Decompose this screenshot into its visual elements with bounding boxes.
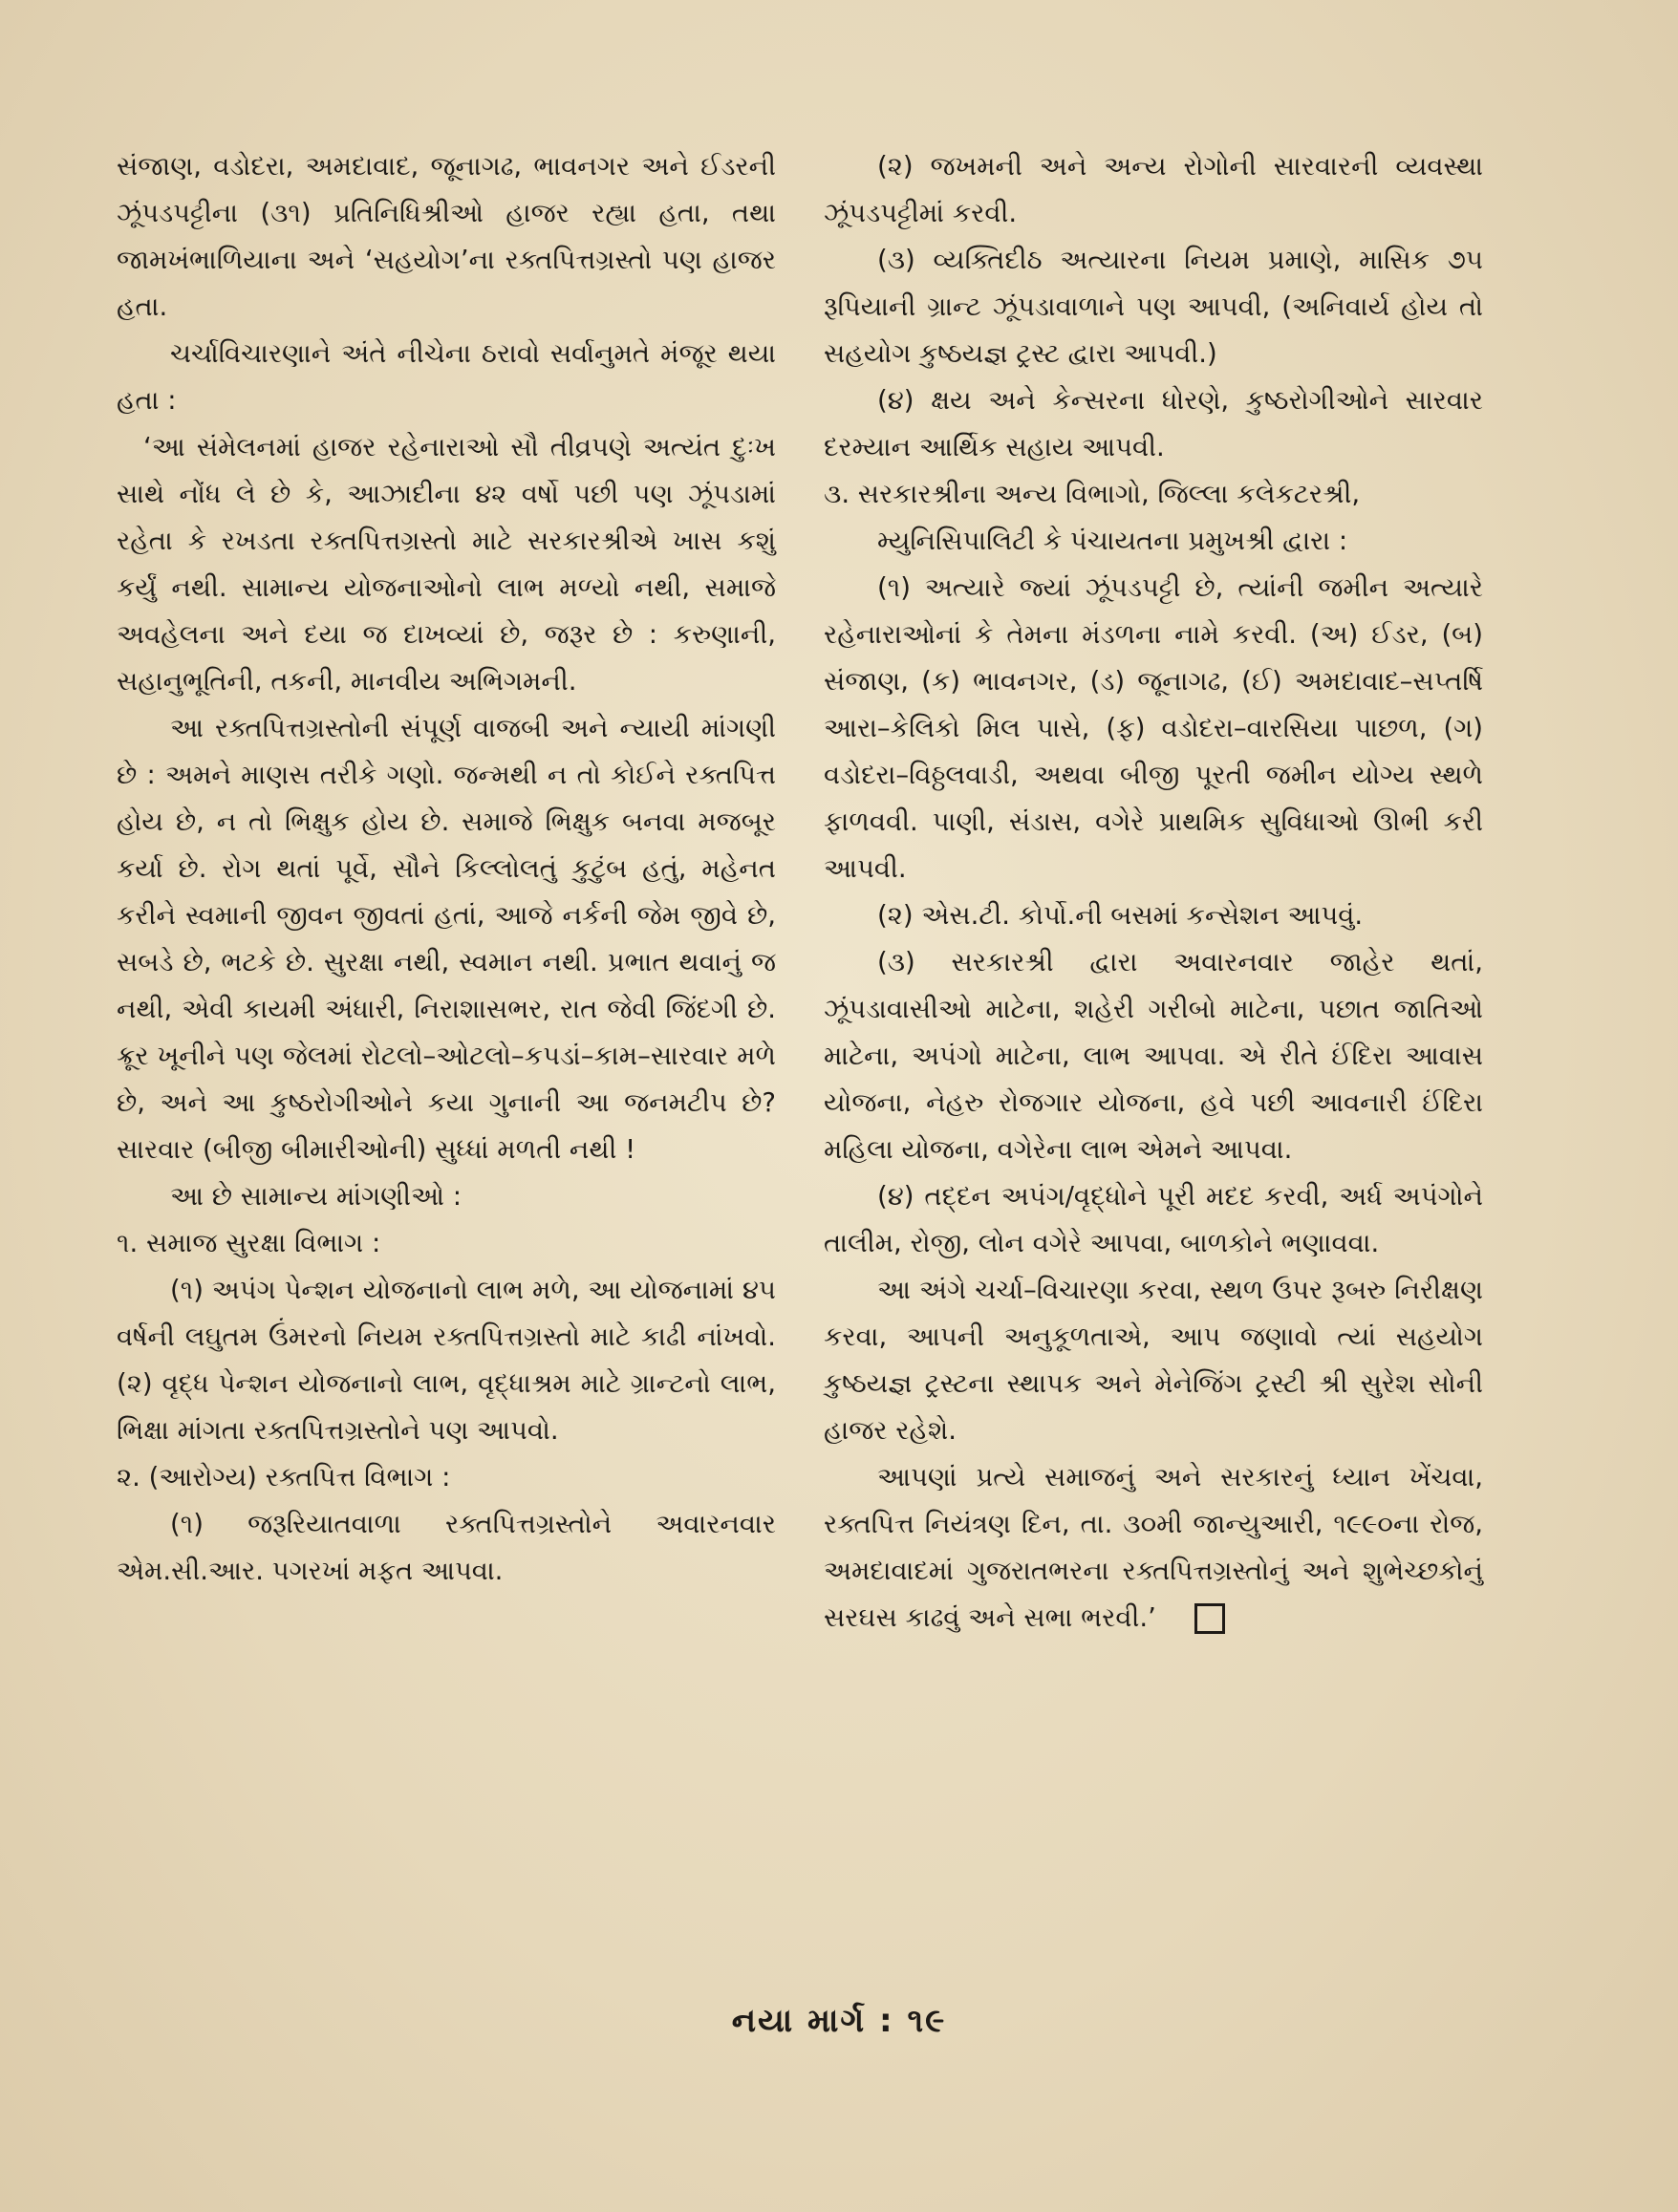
right-column <box>824 143 1483 1642</box>
list-item: (૨) એસ.ટી. કોર્પો.ની બસમાં કન્સેશન આપવું. <box>877 900 1364 931</box>
list-heading: આ છે સામાન્ય માંગણીઓ : <box>170 1181 462 1212</box>
end-mark-box-icon <box>1194 1603 1225 1634</box>
list-item: (૧) અપંગ પેન્શન યોજનાનો લાભ મળે, આ યોજનામાં ૪૫ વર્ષની લઘુતમ ઉંમરનો નિયમ રક્તપિત્તગ્રસ્તો માટે કાઢી નાંખવો. (૨) વૃદ્ધ પેન્શન યોજનાનો લાભ, વૃદ્ધાશ્રમ માટે ગ્રાન્ટનો લાભ, ભિક્ષા માંગતા રક્તપિત્તગ્રસ્તોને પણ આપવો. <box>117 1275 776 1446</box>
closing-paragraph: આપણાં પ્રત્યે સમાજનું અને સરકારનું ધ્યાન ખેંચવા, રક્તપિત્ત નિયંત્રણ દિન, તા. ૩૦મી જાન્યુઆરી, ૧૯૯૦ના રોજ, અમદાવાદમાં ગુજરાતભરના રક્તપિત્તગ્રસ્તોનું અને શુભેચ્છકોનું સરઘસ કાઢવું અને સભા ભરવી.’ <box>824 1462 1483 1633</box>
paragraph: આ રક્તપિત્તગ્રસ્તોની સંપૂર્ણ વાજબી અને ન્યાયી માંગણી છે : અમને માણસ તરીકે ગણો. જન્મથી ન તો કોઈને રક્તપિત્ત હોય છે, ન તો ભિક્ષુક હોય છે. સમાજે ભિક્ષુક બનવા મજબૂર કર્યા છે. રોગ થતાં પૂર્વે, સૌને કિલ્લોલતું કુટુંબ હતું, મહેનત કરીને સ્વમાની જીવન જીવતાં હતાં, આજે નર્કની જેમ જીવે છે, સબડે છે, ભટકે છે. સુરક્ષા નથી, સ્વમાન નથી. પ્રભાત થવાનું જ નથી, એવી કાયમી અંધારી, નિરાશાસભર, રાત જેવી જિંદગી છે. ક્રૂર ખૂનીને પણ જેલમાં રોટલો–ઓટલો–કપડાં–કામ–સારવાર મળે છે, અને આ કુષ્ઠરોગીઓને કયા ગુનાની આ જનમટીપ છે? સારવાર (બીજી બીમારીઓની) સુધ્ધાં મળતી નથી ! <box>117 713 776 1165</box>
paragraph: સંજાણ, વડોદરા, અમદાવાદ, જૂનાગઢ, ભાવનગર અને ઈડરની ઝૂંપડપટ્ટીના (૩૧) પ્રતિનિધિશ્રીઓ હાજર રહ્યા હતા, તથા જામખંભાળિયાના અને ‘સહયોગ’ના રક્તપિત્તગ્રસ્તો પણ હાજર હતા. <box>117 151 776 322</box>
list-item: (૨) જખમની અને અન્ય રોગોની સારવારની વ્યવસ્થા ઝૂંપડપટ્ટીમાં કરવી. <box>824 151 1483 228</box>
paragraph: ‘આ સંમેલનમાં હાજર રહેનારાઓ સૌ તીવ્રપણે અત્યંત દુઃખ સાથે નોંધ લે છે કે, આઝાદીના ૪૨ વર્ષો પછી પણ ઝૂંપડામાં રહેતા કે રખડતા રક્તપિત્તગ્રસ્તો માટે સરકારશ્રીએ ખાસ કશું કર્યું નથી. સામાન્ય યોજનાઓનો લાભ મળ્યો નથી, સમાજે અવહેલના અને દયા જ દાખવ્યાં છે, જરૂર છે : કરુણાની, સહાનુભૂતિની, તકની, માનવીય અભિગમની. <box>117 432 776 697</box>
list-item: (૩) સરકારશ્રી દ્વારા અવારનવાર જાહેર થતાં, ઝૂંપડાવાસીઓ માટેના, શહેરી ગરીબો માટેના, પછાત જાતિઓ માટેના, અપંગો માટેના, લાભ આપવા. એ રીતે ઈંદિરા આવાસ યોજના, નેહરુ રોજગાર યોજના, હવે પછી આવનારી ઈંદિરા મહિલા યોજના, વગેરેના લાભ એમને આપવા. <box>824 947 1483 1165</box>
section-heading: ૩. સરકારશ્રીના અન્ય વિભાગો, જિલ્લા કલેકટરશ્રી, <box>824 479 1361 509</box>
list-item: (૪) તદ્દન અપંગ/વૃદ્ધોને પૂરી મદદ કરવી, અર્ધ અપંગોને તાલીમ, રોજી, લોન વગેરે આપવા, બાળકોને ભણાવવા. <box>824 1181 1483 1258</box>
paragraph <box>824 1454 1483 1642</box>
page-footer: નયા માર્ગ : ૧૯ <box>731 2002 947 2040</box>
section-heading-cont: મ્યુનિસિપાલિટી કે પંચાયતના પ્રમુખશ્રી દ્વારા : <box>877 526 1348 556</box>
paragraph: આ અંગે ચર્ચા–વિચારણા કરવા, સ્થળ ઉપર રૂબરુ નિરીક્ષણ કરવા, આપની અનુકૂળતાએ, આપ જણાવો ત્યાં સહયોગ કુષ્ઠયજ્ઞ ટ્રસ્ટના સ્થાપક અને મેનેજિંગ ટ્રસ્ટી શ્રી સુરેશ સોની હાજર રહેશે. <box>824 1275 1483 1446</box>
list-item: (૩) વ્યક્તિદીઠ અત્યારના નિયમ પ્રમાણે, માસિક ૭૫ રૂપિયાની ગ્રાન્ટ ઝૂંપડાવાળાને પણ આપવી, (અનિવાર્ય હોય તો સહયોગ કુષ્ઠયજ્ઞ ટ્રસ્ટ દ્વારા આપવી.) <box>824 245 1483 369</box>
list-item: (૧) જરૂરિયાતવાળા રક્તપિત્તગ્રસ્તોને અવારનવાર એમ.સી.આર. પગરખાં મફત આપવા. <box>117 1509 776 1586</box>
section-heading: ૨. (આરોગ્ય) રક્તપિત્ત વિભાગ : <box>117 1462 451 1493</box>
left-column <box>117 143 776 1595</box>
paragraph: ચર્ચાવિચારણાને અંતે નીચેના ઠરાવો સર્વાનુમતે મંજૂર થયા હતા : <box>117 338 776 416</box>
list-item: (૧) અત્યારે જ્યાં ઝૂંપડપટ્ટી છે, ત્યાંની જમીન અત્યારે રહેનારાઓનાં કે તેમના મંડળના નામે કરવી. (અ) ઈડર, (બ) સંજાણ, (ક) ભાવનગર, (ડ) જૂનાગઢ, (ઈ) અમદાવાદ–સપ્તર્ષિ આરા–કેલિકો મિલ પાસે, (ફ) વડોદરા–વારસિયા પાછળ, (ગ) વડોદરા–વિઠ્ઠલવાડી, અથવા બીજી પૂરતી જમીન યોગ્ય સ્થળે ફાળવવી. પાણી, સંડાસ, વગેરે પ્રાથમિક સુવિધાઓ ઊભી કરી આપવી. <box>824 572 1483 884</box>
list-item: (૪) ક્ષય અને કેન્સરના ધોરણે, કુષ્ઠરોગીઓને સારવાર દરમ્યાન આર્થિક સહાય આપવી. <box>824 385 1483 462</box>
section-heading: ૧. સમાજ સુરક્ષા વિભાગ : <box>117 1228 381 1258</box>
